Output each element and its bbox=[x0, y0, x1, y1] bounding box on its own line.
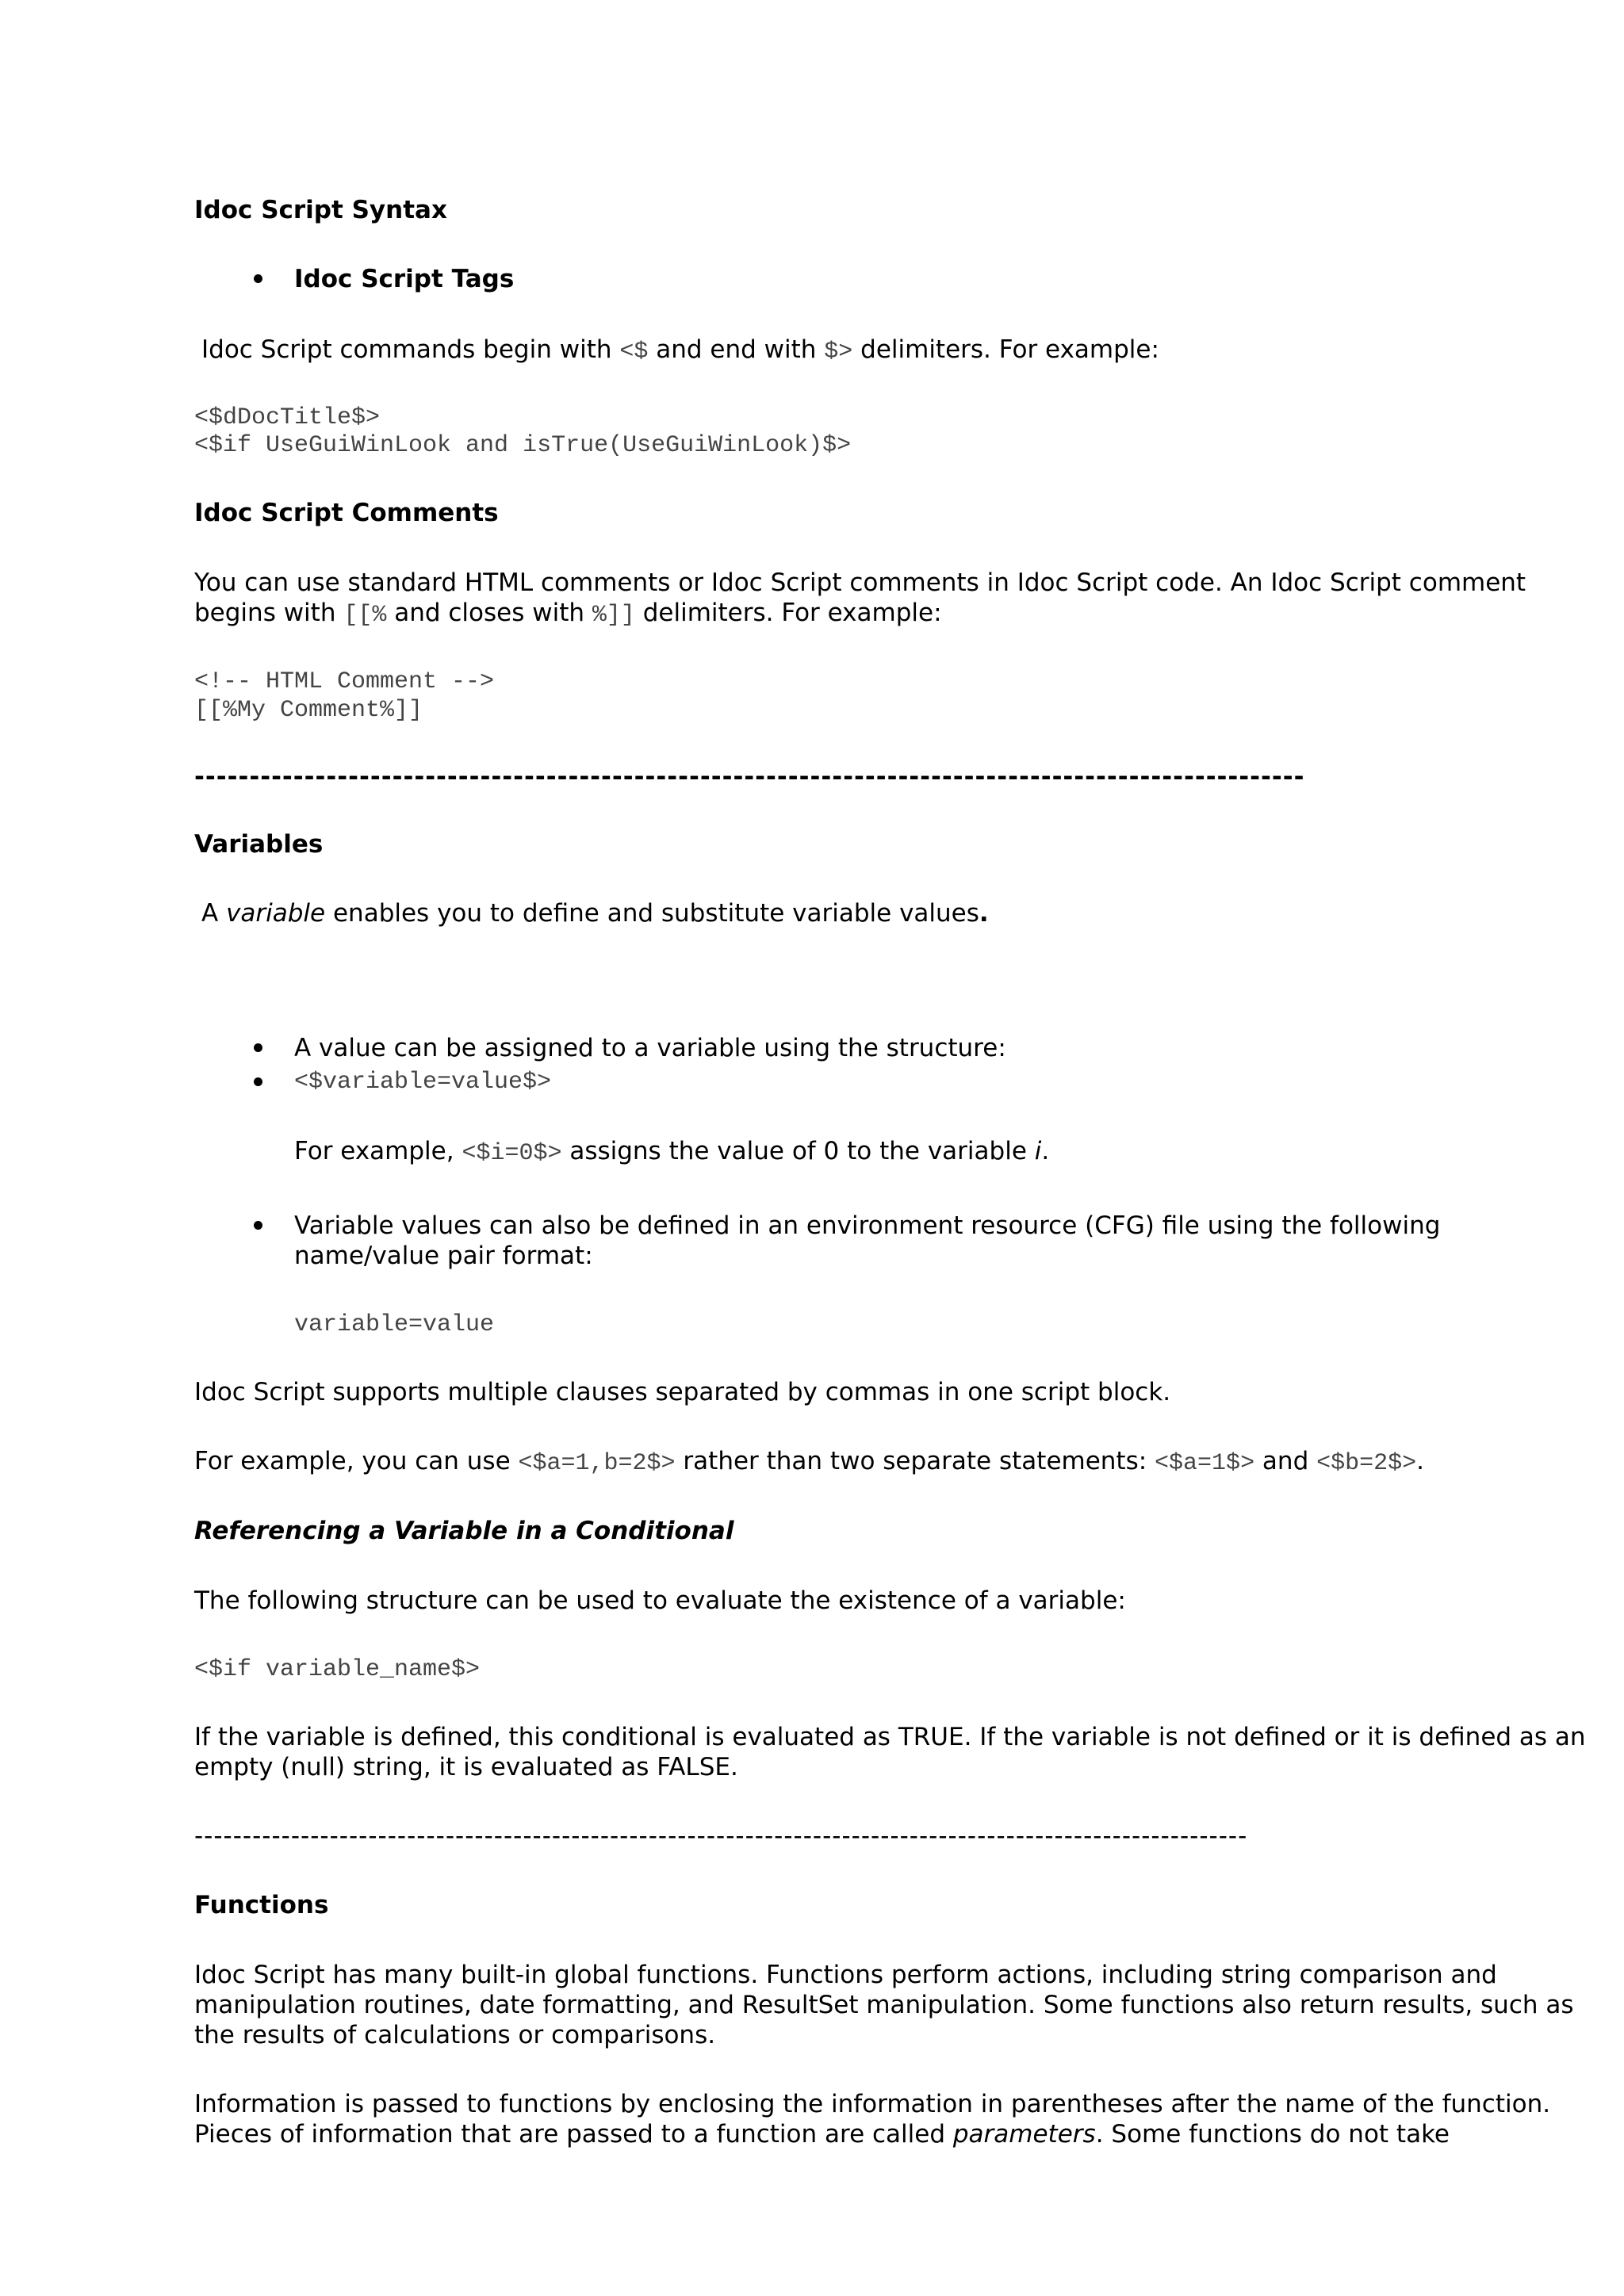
text: Idoc Script commands begin with bbox=[201, 335, 620, 364]
code-line: <!-- HTML Comment --> bbox=[194, 668, 495, 695]
code-line: <$dDocTitle$> bbox=[194, 404, 381, 431]
code-line: [[%My Comment%]] bbox=[194, 697, 423, 724]
code-line: <$if variable_name$> bbox=[194, 1656, 481, 1683]
separator-line: ------------------------------------------------------------------------------------------------------------- bbox=[194, 1822, 1248, 1850]
heading-idoc-script-syntax: Idoc Script Syntax bbox=[194, 196, 447, 224]
inline-code: <$ bbox=[619, 339, 649, 365]
functions-p1-line2: manipulation routines, date formatting, and ResultSet manipulation. Some functions also return results, such as bbox=[194, 1991, 1574, 2019]
text: . Some functions do not take bbox=[1095, 2120, 1450, 2149]
text: rather than two separate statements: bbox=[675, 1447, 1155, 1475]
heading-referencing-variable-conditional: Referencing a Variable in a Conditional bbox=[194, 1517, 734, 1545]
separator-line: ----------------------------------------------------------------------------------------------------- bbox=[194, 763, 1305, 791]
inline-code: [[% bbox=[343, 602, 387, 629]
conditional-intro: The following structure can be used to evaluate the existence of a variable: bbox=[194, 1586, 1126, 1615]
heading-functions: Functions bbox=[194, 1891, 329, 1919]
bullet-cfg-line1: Variable values can also be defined in an environment resource (CFG) file using the following bbox=[294, 1211, 1441, 1240]
text: enables you to define and substitute variable values bbox=[325, 899, 979, 928]
text: delimiters. For example: bbox=[852, 335, 1159, 364]
text: For example, bbox=[294, 1137, 462, 1165]
inline-code: %]] bbox=[592, 602, 635, 629]
bullet-icon bbox=[254, 1221, 262, 1230]
inline-code: <$a=1$> bbox=[1155, 1450, 1255, 1477]
emphasis-text: parameters bbox=[952, 2120, 1096, 2149]
bullet-icon bbox=[254, 1077, 262, 1086]
text: . bbox=[979, 899, 989, 928]
inline-code: <$b=2$> bbox=[1316, 1450, 1417, 1477]
assign-example-line bbox=[294, 1136, 1595, 1169]
comments-intro-line1: You can use standard HTML comments or Idoc Script comments in Idoc Script code. An Idoc Script comment bbox=[194, 568, 1526, 597]
emphasis-text: i bbox=[1034, 1137, 1042, 1165]
inline-code: $> bbox=[824, 339, 853, 365]
text: . bbox=[1041, 1137, 1050, 1165]
functions-p1-line1: Idoc Script has many built-in global functions. Functions perform actions, including string comparison and bbox=[194, 1961, 1497, 1989]
tags-intro-paragraph bbox=[201, 335, 1502, 367]
multi-clause-paragraph: Idoc Script supports multiple clauses separated by commas in one script block. bbox=[194, 1378, 1171, 1406]
conditional-desc-line1: If the variable is defined, this conditional is evaluated as TRUE. If the variable is not defined or it is defined as an bbox=[194, 1723, 1586, 1751]
functions-p1-line3: the results of calculations or comparisons. bbox=[194, 2021, 716, 2049]
multi-clause-example bbox=[194, 1446, 1495, 1479]
heading-idoc-script-tags: Idoc Script Tags bbox=[294, 265, 515, 293]
text: A bbox=[201, 899, 227, 928]
bullet-icon bbox=[254, 274, 262, 283]
text: and bbox=[1254, 1447, 1317, 1475]
functions-p2-line2 bbox=[194, 2119, 1495, 2149]
variables-intro-paragraph bbox=[201, 898, 1502, 928]
bullet-cfg-line2: name/value pair format: bbox=[294, 1242, 593, 1270]
heading-idoc-script-comments: Idoc Script Comments bbox=[194, 499, 499, 527]
text: For example, you can use bbox=[194, 1447, 519, 1475]
text: . bbox=[1416, 1447, 1424, 1475]
functions-p2-line1: Information is passed to functions by enclosing the information in parentheses after the name of the function. bbox=[194, 2090, 1551, 2118]
inline-code: <$a=1,b=2$> bbox=[518, 1450, 676, 1477]
comments-intro-line2 bbox=[194, 598, 1495, 630]
emphasis-text: variable bbox=[226, 899, 326, 928]
text: Pieces of information that are passed to a function are called bbox=[194, 2120, 953, 2149]
code-line: <$if UseGuiWinLook and isTrue(UseGuiWinLook)$> bbox=[194, 432, 852, 459]
bullet-icon bbox=[254, 1043, 262, 1052]
bullet-assign-value: A value can be assigned to a variable using the structure: bbox=[294, 1034, 1006, 1062]
inline-code: <$i=0$> bbox=[462, 1140, 562, 1167]
text: and end with bbox=[648, 335, 825, 364]
conditional-desc-line2: empty (null) string, it is evaluated as FALSE. bbox=[194, 1753, 738, 1781]
heading-variables: Variables bbox=[194, 830, 324, 859]
text: and closes with bbox=[386, 599, 592, 627]
text: begins with bbox=[194, 599, 344, 627]
code-line: variable=value bbox=[294, 1311, 495, 1338]
text: delimiters. For example: bbox=[634, 599, 942, 627]
text: assigns the value of 0 to the variable bbox=[561, 1137, 1035, 1165]
bullet-code-variable: <$variable=value$> bbox=[294, 1069, 552, 1096]
